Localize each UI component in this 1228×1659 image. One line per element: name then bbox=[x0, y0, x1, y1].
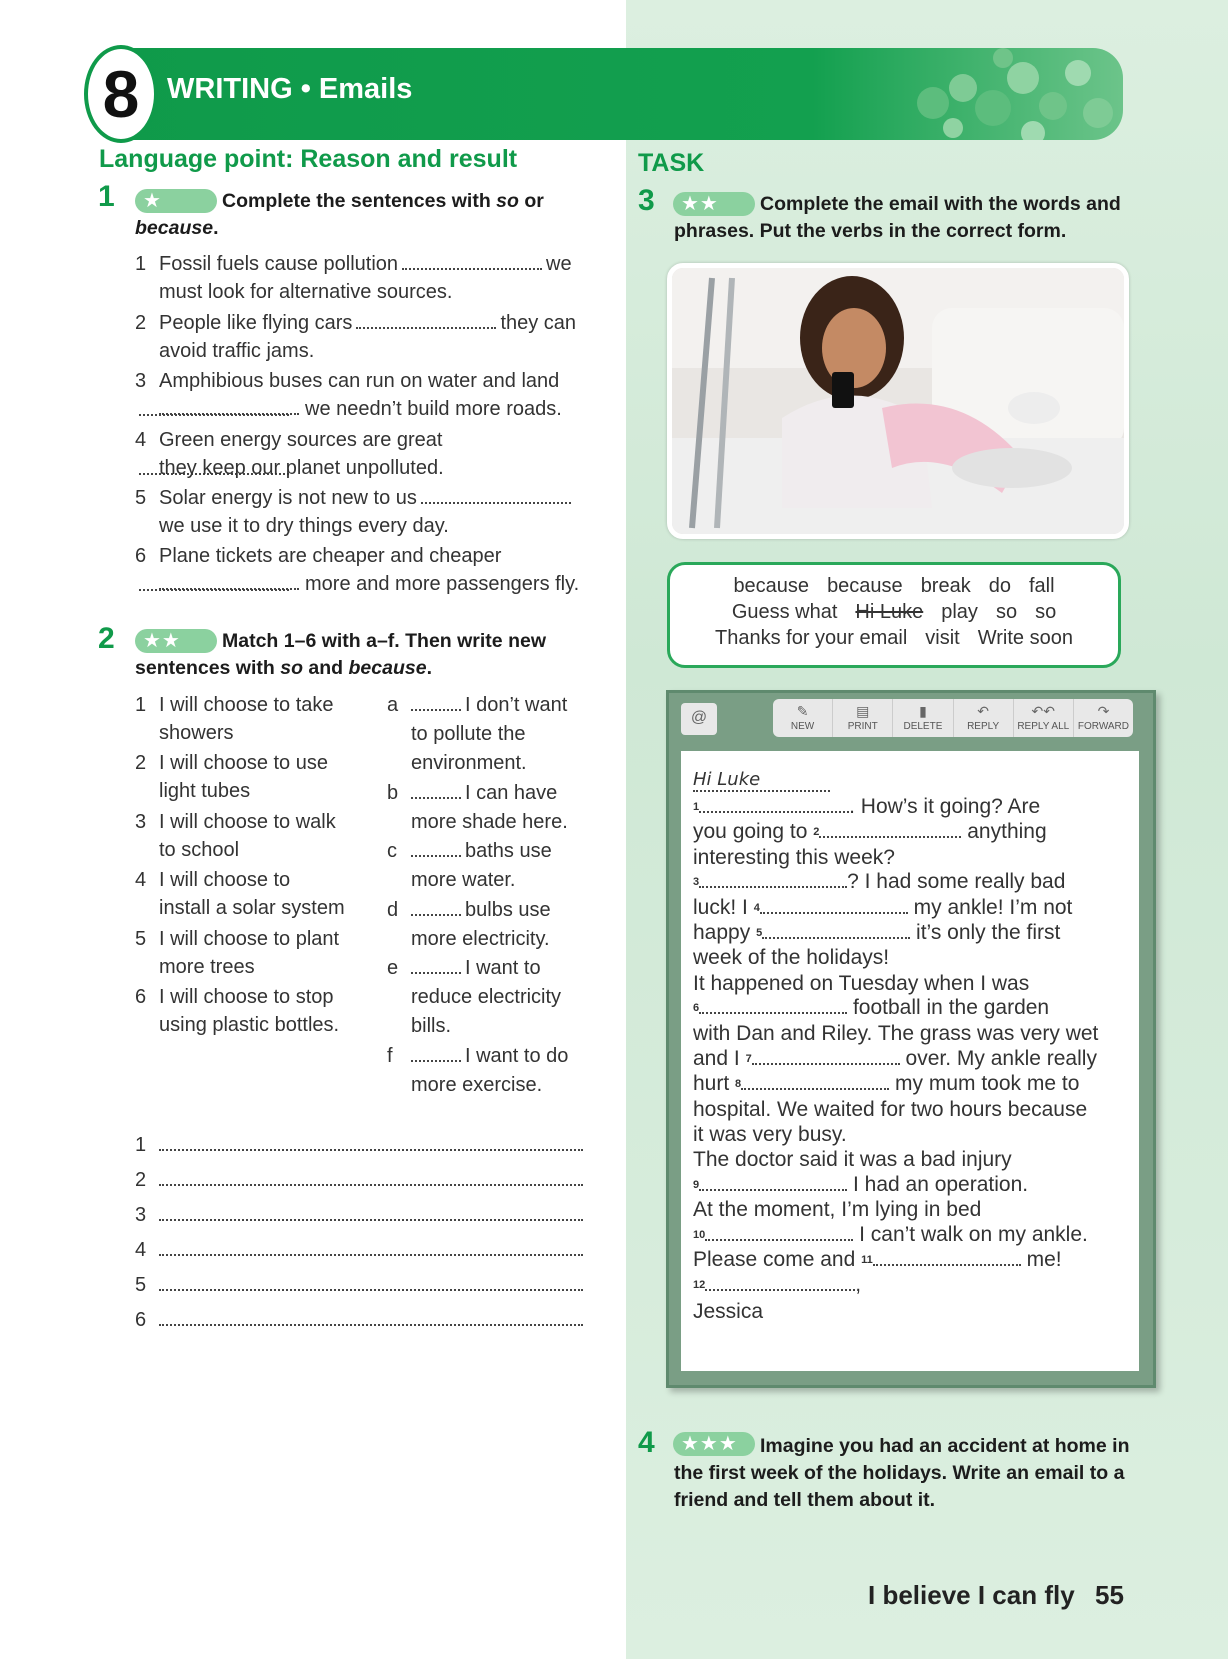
ex2-left-item bbox=[135, 749, 328, 778]
ex1-item-line-1 bbox=[135, 484, 585, 513]
ex2-blank bbox=[411, 958, 461, 974]
ex1-item-continuation: we needn’t build more roads. bbox=[305, 398, 562, 420]
ex2-left-item bbox=[135, 983, 334, 1012]
ex2-right-item bbox=[387, 954, 541, 983]
ex2-left-line-2: light tubes bbox=[159, 780, 251, 802]
ex2-answer-blank bbox=[159, 1275, 583, 1291]
word-bank-row-2 bbox=[670, 599, 1118, 626]
ex2-left-item bbox=[135, 808, 336, 837]
email-line-19: Please come and $^{11}$ me! bbox=[693, 1248, 1062, 1271]
new-icon: ✎ bbox=[796, 703, 809, 719]
ex2-answer-blank bbox=[159, 1240, 583, 1256]
ex2-right-letter: d bbox=[387, 899, 399, 921]
decorative-dots bbox=[893, 48, 1123, 140]
ex1-item-first: Amphibious buses can run on water and land bbox=[159, 370, 560, 392]
ex2-blank bbox=[411, 900, 461, 916]
ex1-item-number: 4 bbox=[135, 429, 147, 451]
email-line-17: At the moment, I’m lying in bed bbox=[693, 1198, 982, 1221]
email-line-18: $^{10}$ I can’t walk on my ankle. bbox=[693, 1223, 1088, 1246]
exercise-3-stars: ★★ bbox=[673, 192, 755, 216]
word-bank-item: visit bbox=[925, 627, 960, 649]
ex2-left-line-1: I will choose to stop bbox=[159, 986, 334, 1008]
ex1-blank bbox=[356, 313, 496, 329]
ex2-right-line-2: more shade here. bbox=[411, 811, 568, 833]
email-line-15: The doctor said it was a bad injury bbox=[693, 1148, 1012, 1171]
email-toolbar-label: FORWARD bbox=[1077, 721, 1129, 732]
ex2-right-line-1: I want to do bbox=[465, 1045, 569, 1067]
ex2-right-line-1: I don’t want bbox=[465, 694, 568, 716]
page-number: 55 bbox=[1095, 1580, 1124, 1610]
ex2-answer-blank bbox=[159, 1135, 583, 1151]
email-toolbar-reply-all-button[interactable] bbox=[1014, 699, 1074, 737]
ex1-item-line-2 bbox=[159, 454, 444, 483]
email-toolbar-label: NEW bbox=[790, 721, 815, 732]
ex1-item-first: Fossil fuels cause pollution bbox=[159, 253, 399, 275]
ex2-right-line-2: to pollute the bbox=[411, 723, 526, 745]
exercise-1-stars: ★ bbox=[135, 189, 217, 213]
email-line-5: luck! I $^4$ my ankle! I’m not bbox=[693, 896, 1073, 919]
exercise-2-instruction-cont: sentences with so and because. bbox=[135, 657, 432, 679]
ex1-item-continuation: more and more passengers fly. bbox=[305, 573, 580, 595]
exercise-1-instruction-cont: because. bbox=[135, 217, 219, 239]
ex1-item-text bbox=[159, 487, 571, 509]
ex1-blank bbox=[421, 488, 571, 504]
ex2-right-letter: b bbox=[387, 782, 399, 804]
ex2-right-line-2: more electricity. bbox=[411, 928, 550, 950]
ex1-item-number: 3 bbox=[135, 370, 147, 392]
girl-with-phone-photo bbox=[667, 263, 1129, 539]
ex1-item-line-2 bbox=[159, 512, 449, 541]
exercise-1-number: 1 bbox=[98, 180, 115, 213]
language-point-title: Language point: Reason and result bbox=[99, 145, 518, 173]
ex1-item-line-2 bbox=[159, 337, 314, 366]
ex2-left-line-2: more trees bbox=[159, 956, 255, 978]
exercise-2-number: 2 bbox=[98, 622, 115, 655]
email-line-6: happy $^5$ it’s only the first bbox=[693, 921, 1061, 944]
ex1-item-after-blank: we bbox=[546, 253, 572, 275]
ex2-left-line-2: showers bbox=[159, 722, 234, 744]
ex2-answer-number: 3 bbox=[135, 1204, 147, 1226]
email-line-11: and I $^7$ over. My ankle really bbox=[693, 1047, 1097, 1070]
email-line-16: $^9$ I had an operation. bbox=[693, 1173, 1029, 1196]
reply-all-icon: ↶↶ bbox=[1031, 703, 1055, 719]
email-toolbar bbox=[773, 699, 1133, 737]
ex2-right-item bbox=[387, 1042, 568, 1071]
ex2-blank bbox=[411, 695, 461, 711]
ex1-item-first: Solar energy is not new to us bbox=[159, 487, 417, 509]
word-bank-item: because bbox=[733, 575, 810, 597]
ex1-item-text bbox=[159, 312, 576, 334]
exercise-2-stars: ★★ bbox=[135, 629, 217, 653]
ex2-left-line-1: I will choose to bbox=[159, 869, 291, 891]
ex2-right-letter: c bbox=[387, 840, 397, 862]
ex2-answer-number: 2 bbox=[135, 1169, 147, 1191]
email-toolbar-new-button[interactable] bbox=[773, 699, 833, 737]
ex2-left-line-1: I will choose to walk bbox=[159, 811, 336, 833]
ex2-left-line-2: using plastic bottles. bbox=[159, 1014, 340, 1036]
ex1-blank bbox=[402, 254, 542, 270]
email-signature: Jessica bbox=[693, 1300, 764, 1323]
ex2-right-item bbox=[387, 691, 567, 720]
word-bank-item: Hi Luke bbox=[855, 601, 924, 623]
email-line-12: hurt $^8$ my mum took me to bbox=[693, 1072, 1080, 1095]
word-bank-item: play bbox=[941, 601, 978, 623]
ex2-left-number: 2 bbox=[135, 752, 147, 774]
word-bank-item: because bbox=[827, 575, 903, 597]
ex2-left-item bbox=[135, 866, 290, 895]
ex2-right-line-2: more exercise. bbox=[411, 1074, 543, 1096]
email-line-8: It happened on Tuesday when I was bbox=[693, 972, 1030, 995]
ex1-blank bbox=[159, 399, 299, 415]
word-bank-item: do bbox=[988, 575, 1011, 597]
ex1-item-continuation: avoid traffic jams. bbox=[159, 340, 315, 362]
print-icon: ▤ bbox=[856, 703, 870, 719]
exercise-4-line-1: Imagine you had an accident at home in bbox=[760, 1435, 1130, 1457]
word-bank-item: so bbox=[995, 601, 1018, 623]
ex2-left-number: 4 bbox=[135, 869, 147, 891]
ex2-right-line-1: I can have bbox=[465, 782, 558, 804]
ex1-item-line-1 bbox=[135, 309, 585, 338]
ex1-item-after-blank: they can bbox=[500, 312, 577, 334]
email-toolbar-label: PRINT bbox=[847, 721, 878, 732]
ex1-item-continuation: must look for alternative sources. bbox=[159, 281, 453, 303]
email-toolbar-label: REPLY ALL bbox=[1017, 721, 1070, 732]
email-at-icon: @ bbox=[681, 703, 717, 735]
email-toolbar-forward-button[interactable] bbox=[1074, 699, 1133, 737]
email-body bbox=[681, 751, 1139, 1371]
ex1-item-text bbox=[159, 253, 572, 275]
ex2-left-item bbox=[135, 691, 334, 720]
ex2-right-line-1: baths use bbox=[465, 840, 552, 862]
ex2-right-line-3: bills. bbox=[411, 1015, 452, 1037]
ex2-right-item bbox=[387, 837, 552, 866]
word-bank-item: Guess what bbox=[731, 601, 838, 623]
exercise-4-number: 4 bbox=[638, 1426, 655, 1459]
exercise-3-instruction-cont: phrases. Put the verbs in the correct form. bbox=[674, 220, 1067, 242]
ex1-item-first: Green energy sources are great bbox=[159, 429, 443, 451]
ex2-left-line-1: I will choose to take bbox=[159, 694, 334, 716]
ex2-answer-blank bbox=[159, 1310, 583, 1326]
email-line-20: $^{12}$ , bbox=[693, 1273, 862, 1296]
ex2-left-number: 3 bbox=[135, 811, 147, 833]
delete-icon: ▮ bbox=[919, 703, 927, 719]
email-toolbar-label: DELETE bbox=[903, 721, 943, 732]
word-bank-item: break bbox=[920, 575, 971, 597]
unit-number-badge: 8 bbox=[84, 45, 158, 143]
word-bank-item: so bbox=[1035, 601, 1057, 623]
word-bank-row-3 bbox=[670, 625, 1118, 652]
ex2-right-line-3: environment. bbox=[411, 752, 527, 774]
ex1-item-continuation: we use it to dry things every day. bbox=[159, 515, 449, 537]
ex2-right-item bbox=[387, 896, 551, 925]
ex2-answer-number: 4 bbox=[135, 1239, 147, 1261]
word-bank-item: fall bbox=[1028, 575, 1055, 597]
ex2-left-number: 6 bbox=[135, 986, 147, 1008]
ex2-blank bbox=[411, 1046, 461, 1062]
ex2-right-line-1: I want to bbox=[465, 957, 541, 979]
exercise-1-instruction: Complete the sentences with so or bbox=[222, 190, 544, 212]
ex2-answer-number: 1 bbox=[135, 1134, 147, 1156]
exercise-2-instruction: Match 1–6 with a–f. Then write new bbox=[222, 630, 546, 652]
ex2-answer-blank bbox=[159, 1205, 583, 1221]
ex2-right-letter: e bbox=[387, 957, 399, 979]
email-line-4: $^3$ ? I had some really bad bbox=[693, 870, 1066, 893]
ex1-item-line-2 bbox=[159, 570, 579, 599]
ex2-right-line-1: bulbs use bbox=[465, 899, 551, 921]
ex1-item-number: 6 bbox=[135, 545, 147, 567]
email-line-9: $^6$ football in the garden bbox=[693, 996, 1050, 1019]
ex1-blank bbox=[159, 574, 299, 590]
ex2-right-letter: f bbox=[387, 1045, 393, 1067]
email-toolbar-reply-button[interactable] bbox=[954, 699, 1014, 737]
reply-icon: ↶ bbox=[977, 703, 989, 719]
ex1-item-first: People like flying cars bbox=[159, 312, 353, 334]
page-title: WRITING • Emails bbox=[167, 73, 413, 105]
word-bank-row-1 bbox=[670, 573, 1118, 600]
email-line-7: week of the holidays! bbox=[693, 946, 890, 969]
ex2-left-line-2: to school bbox=[159, 839, 240, 861]
task-title: TASK bbox=[638, 149, 705, 177]
ex1-item-line-2 bbox=[159, 395, 562, 424]
ex2-right-item bbox=[387, 779, 557, 808]
ex1-item-line-1 bbox=[135, 250, 585, 279]
forward-icon: ↷ bbox=[1097, 703, 1110, 719]
email-line-3: interesting this week? bbox=[693, 846, 895, 869]
ex2-left-line-2: install a solar system bbox=[159, 897, 345, 919]
exercise-3-instruction: Complete the email with the words and bbox=[760, 193, 1121, 215]
word-bank-item: Thanks for your email bbox=[715, 627, 908, 649]
email-window bbox=[666, 690, 1156, 1388]
email-line-1: $^1$ . How’s it going? Are bbox=[693, 795, 1041, 818]
exercise-4-stars: ★★★ bbox=[673, 1432, 755, 1456]
ex1-item-number: 5 bbox=[135, 487, 147, 509]
email-line-13: hospital. We waited for two hours because bbox=[693, 1098, 1088, 1121]
ex2-right-letter: a bbox=[387, 694, 399, 716]
ex1-item-first: Plane tickets are cheaper and cheaper bbox=[159, 545, 502, 567]
footer-unit-title: I believe I can fly bbox=[868, 1580, 1075, 1610]
ex2-left-item bbox=[135, 925, 339, 954]
ex1-item-continuation: they keep our planet unpolluted. bbox=[159, 457, 444, 479]
ex1-item-number: 1 bbox=[135, 253, 147, 275]
ex2-right-line-2: reduce electricity bbox=[411, 986, 562, 1008]
ex1-item-number: 2 bbox=[135, 312, 147, 334]
ex2-left-number: 5 bbox=[135, 928, 147, 950]
email-greeting: Hi Luke bbox=[693, 767, 830, 793]
ex2-answer-number: 5 bbox=[135, 1274, 147, 1296]
ex2-blank bbox=[411, 841, 461, 857]
ex1-item-line-2 bbox=[159, 278, 452, 307]
email-line-14: it was very busy. bbox=[693, 1123, 847, 1146]
ex2-right-line-2: more water. bbox=[411, 869, 516, 891]
ex2-left-line-1: I will choose to plant bbox=[159, 928, 340, 950]
exercise-4-line-3: friend and tell them about it. bbox=[674, 1489, 936, 1511]
ex2-answer-blank bbox=[159, 1170, 583, 1186]
ex2-left-line-1: I will choose to use bbox=[159, 752, 328, 774]
email-line-2: you going to $^2$ anything bbox=[693, 820, 1047, 843]
ex2-left-number: 1 bbox=[135, 694, 147, 716]
email-line-10: with Dan and Riley. The grass was very wet bbox=[693, 1022, 1099, 1045]
ex2-blank bbox=[411, 783, 461, 799]
email-toolbar-print-button[interactable] bbox=[833, 699, 893, 737]
exercise-3-number: 3 bbox=[638, 184, 655, 217]
ex2-answer-number: 6 bbox=[135, 1309, 147, 1331]
email-toolbar-label: REPLY bbox=[967, 721, 1000, 732]
exercise-4-line-2: the first week of the holidays. Write an email to a bbox=[674, 1462, 1125, 1484]
email-toolbar-delete-button[interactable] bbox=[893, 699, 953, 737]
word-bank-item: Write soon bbox=[977, 627, 1073, 649]
word-bank-box bbox=[667, 562, 1121, 668]
